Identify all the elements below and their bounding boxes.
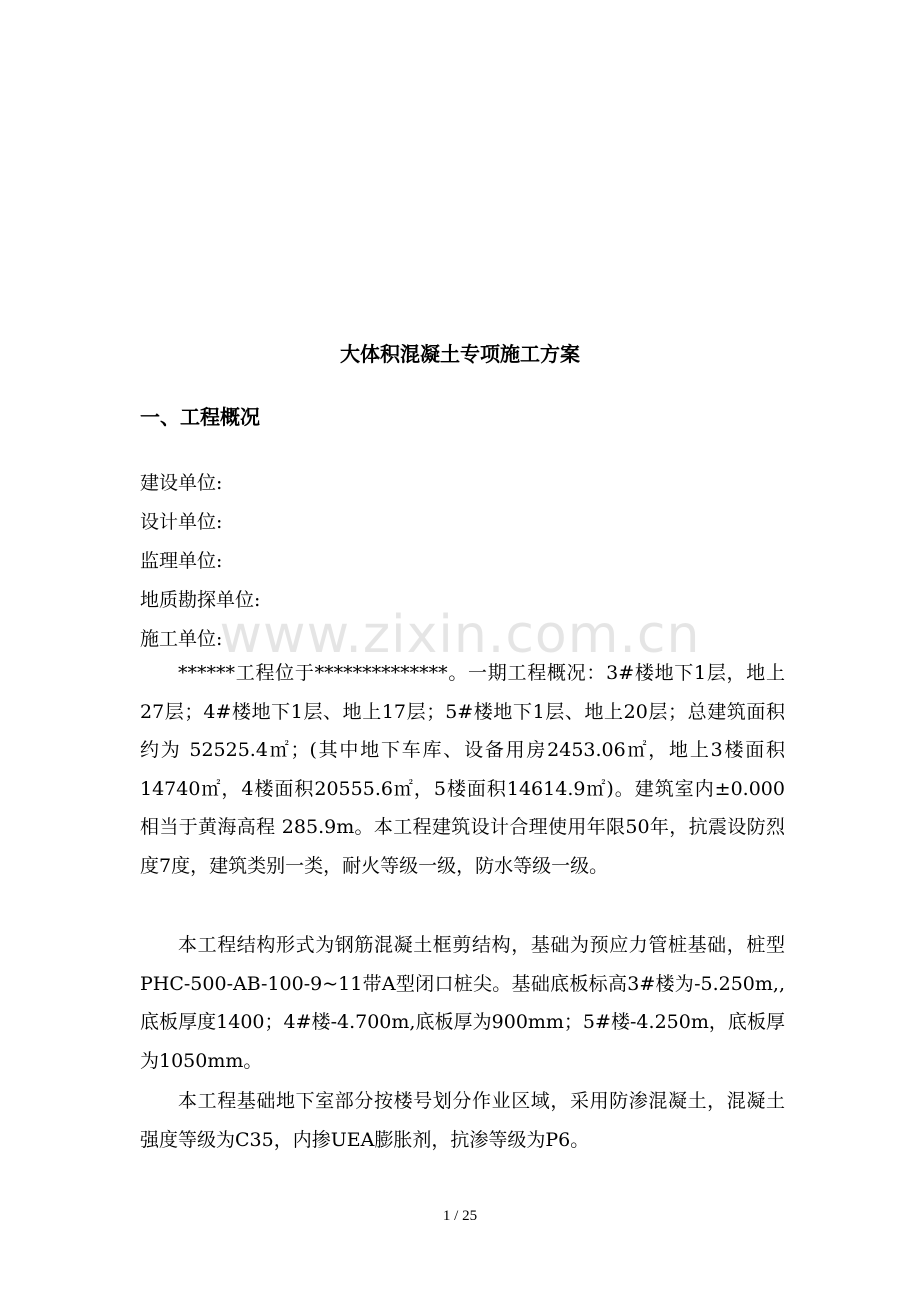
unit-line-contractor: 施工单位: <box>140 628 223 650</box>
paragraph-project-overview: ******工程位于**************。一期工程概况：3#楼地下1层，地上27层；4#楼地下1层、地上17层；5#楼地下1层、地上20层；总建筑面积约为 52525.4㎡；(其中地下车库、设备用房2453.06㎡，地上3楼面积14740㎡，4楼面积20555.6㎡，5楼面积14614.9㎡)。建筑室内±0.000 相当于黄海高程 285.9m。本工程建筑设计合理使用年限50年，抗震设防烈度7度，建筑类别一类，耐火等级一级，防水等级一级。 <box>140 662 785 877</box>
unit-line-geological-survey: 地质勘探单位: <box>140 589 261 611</box>
unit-line-design: 设计单位: <box>140 511 223 533</box>
paragraph-concrete: 本工程基础地下室部分按楼号划分作业区域，采用防渗混凝土，混凝土强度等级为C35，内掺UEA膨胀剂，抗渗等级为P6。 <box>140 1090 785 1151</box>
section-heading: 一、工程概况 <box>140 405 260 429</box>
unit-line-construction: 建设单位: <box>140 472 223 494</box>
unit-list <box>140 464 800 659</box>
page-number: 1 / 25 <box>442 1208 478 1224</box>
watermark: www.zixin.com.cn <box>219 605 701 665</box>
paragraph-structure: 本工程结构形式为钢筋混凝土框剪结构，基础为预应力管桩基础，桩型PHC-500-AB-100-9~11带A型闭口桩尖。基础底板标高3#楼为-5.250m,,底板厚度1400；4#楼-4.700m,底板厚为900mm；5#楼-4.250m，底板厚为1050mm。 <box>140 934 785 1072</box>
document-title: 大体积混凝土专项施工方案 <box>340 342 580 366</box>
unit-line-supervision: 监理单位: <box>140 550 223 572</box>
